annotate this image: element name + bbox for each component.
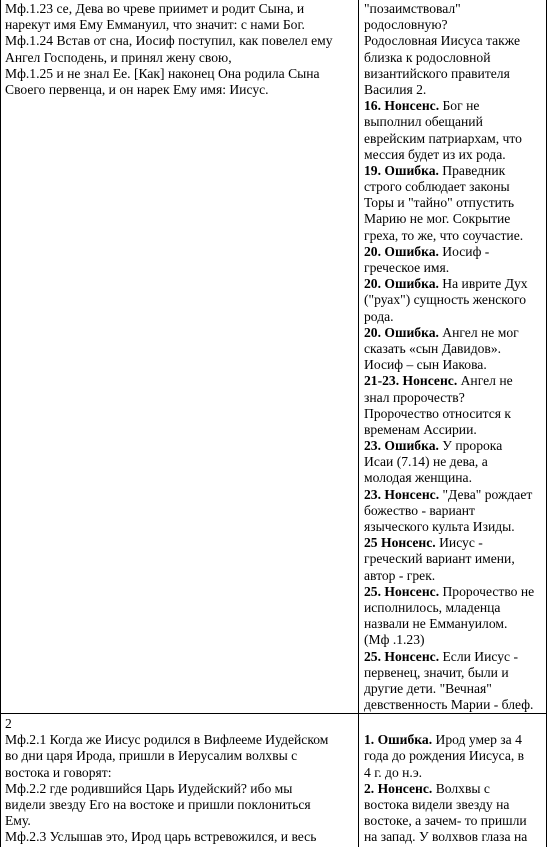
note-label: 23. Ошибка. bbox=[364, 438, 439, 454]
column-divider bbox=[358, 0, 359, 847]
text-line bbox=[364, 422, 534, 438]
note-text: Исаи (7.14) не дева, а bbox=[364, 454, 488, 470]
text-line: нарекут имя Ему Еммануил, что значит: с нами Бог. bbox=[5, 17, 305, 33]
note-label: 20. Ошибка. bbox=[364, 276, 439, 292]
note-text: Пророчество относится к bbox=[364, 405, 512, 421]
note-text: выполнил обещаний bbox=[364, 114, 483, 130]
row1-left-cell bbox=[5, 1, 333, 98]
note-text: назвали не Еммануилом. bbox=[364, 616, 508, 632]
text-line bbox=[364, 487, 534, 503]
text-line bbox=[364, 519, 534, 535]
note-text: греха, то же, что соучастие. bbox=[364, 227, 524, 243]
text-line bbox=[364, 373, 534, 389]
note-text: Ангел не мог bbox=[438, 324, 519, 340]
text-line: Мф.2.1 Когда же Иисус родился в Вифлееме Иудейском bbox=[5, 732, 329, 748]
note-label: 21-23. Нонсенс. bbox=[364, 373, 458, 389]
text-line: Своего первенца, и он нарек Ему имя: Иисус. bbox=[5, 81, 269, 97]
note-text: года до рождения Иисуса, в bbox=[364, 748, 525, 764]
text-line bbox=[364, 325, 534, 341]
text-line: Ему. bbox=[5, 813, 31, 829]
note-text: еврейским патриархам, что bbox=[364, 130, 522, 146]
text-line: Ангел Господень, и принял жену свою, bbox=[5, 49, 232, 65]
row1-right-cell bbox=[364, 1, 534, 713]
text-line bbox=[364, 748, 527, 764]
text-line bbox=[364, 341, 534, 357]
text-line bbox=[364, 454, 534, 470]
note-label: 19. Ошибка. bbox=[364, 162, 439, 178]
text-line bbox=[364, 797, 527, 813]
note-text: исполнилось, младенца bbox=[364, 599, 501, 615]
note-text: 4 г. до н.э. bbox=[364, 764, 423, 780]
note-text: византийского правителя bbox=[364, 65, 510, 81]
table-border-left bbox=[0, 0, 1, 847]
text-line bbox=[364, 470, 534, 486]
text-line: 2 bbox=[5, 716, 12, 731]
note-text: рода. bbox=[364, 308, 394, 324]
text-line bbox=[364, 228, 534, 244]
text-line bbox=[364, 98, 534, 114]
text-line bbox=[364, 147, 534, 163]
note-text: языческого культа Изиды. bbox=[364, 519, 515, 534]
note-text: божество - вариант bbox=[364, 502, 475, 518]
text-line bbox=[364, 163, 534, 179]
note-text: на запад. У волхвов глаза на bbox=[364, 829, 528, 845]
note-text: автор - грек. bbox=[364, 567, 436, 583]
note-label: 1. Ошибка. bbox=[364, 732, 433, 748]
text-line bbox=[364, 82, 534, 98]
text-line bbox=[364, 649, 534, 665]
note-text: строго соблюдает законы bbox=[364, 179, 510, 195]
note-text: Родословная Иисуса также bbox=[364, 33, 521, 49]
text-line: Мф.1.24 Встав от сна, Иосиф поступил, как повелел ему bbox=[5, 33, 333, 49]
text-line bbox=[364, 17, 534, 33]
text-line bbox=[364, 568, 534, 584]
text-line bbox=[364, 665, 534, 681]
note-text: Иисус - bbox=[435, 535, 483, 551]
text-line bbox=[364, 276, 534, 292]
row2-left-cell bbox=[5, 716, 328, 846]
text-line bbox=[364, 244, 534, 260]
note-label: 25. Нонсенс. bbox=[364, 583, 440, 599]
text-line bbox=[364, 260, 534, 276]
text-line bbox=[364, 390, 534, 406]
note-text: Торы и "тайно" отпустить bbox=[364, 195, 515, 211]
note-text: другие дети. "Вечная" bbox=[364, 680, 492, 696]
note-text: Василия 2. bbox=[364, 81, 427, 97]
text-line: видели звезду Его на востоке и пришли поклониться bbox=[5, 796, 311, 812]
text-line bbox=[364, 616, 534, 632]
text-line: Мф.1.25 и не знал Ее. [Как] наконец Она родила Сына bbox=[5, 65, 320, 81]
note-text: греческий вариант имени, bbox=[364, 551, 515, 567]
text-line bbox=[364, 309, 534, 325]
text-line: востока и говорят: bbox=[5, 764, 112, 780]
text-line bbox=[364, 765, 527, 781]
text-line bbox=[364, 438, 534, 454]
text-line bbox=[364, 406, 534, 422]
note-text: У пророка bbox=[438, 438, 503, 454]
note-label: 20. Ошибка. bbox=[364, 243, 439, 259]
note-text: Пророчество не bbox=[439, 583, 535, 599]
text-line: Мф.2.2 где родившийся Царь Иудейский? ибо мы bbox=[5, 780, 293, 796]
note-text: Марию не мог. Сокрытие bbox=[364, 211, 511, 227]
text-line bbox=[364, 503, 534, 519]
text-line bbox=[364, 697, 534, 713]
text-line bbox=[364, 179, 534, 195]
text-line bbox=[364, 195, 534, 211]
note-text: Ирод умер за 4 bbox=[432, 732, 522, 748]
note-text: молодая женщина. bbox=[364, 470, 472, 486]
note-text: временам Ассирии. bbox=[364, 421, 477, 437]
note-text: ("руах") сущность женского bbox=[364, 292, 527, 308]
text-line bbox=[364, 50, 534, 66]
note-text: востока видели звезду на bbox=[364, 796, 510, 812]
note-label: 25. Нонсенс. bbox=[364, 648, 440, 664]
note-text: первенец, значит, были и bbox=[364, 664, 509, 680]
note-text: Бог не bbox=[439, 98, 480, 114]
text-line bbox=[364, 732, 527, 748]
text-line: Мф.1.23 се, Дева во чреве приимет и родит Сына, и bbox=[5, 1, 305, 16]
note-label: 20. Ошибка. bbox=[364, 324, 439, 340]
text-line bbox=[364, 33, 534, 49]
text-line bbox=[364, 1, 534, 17]
note-text: близка к родословной bbox=[364, 49, 491, 65]
text-line bbox=[364, 681, 534, 697]
text-line bbox=[364, 535, 534, 551]
note-text: Иосиф - bbox=[438, 243, 490, 259]
text-line bbox=[364, 66, 534, 82]
text-line: во дни царя Ирода, пришли в Иерусалим волхвы с bbox=[5, 748, 298, 764]
text-line bbox=[364, 829, 527, 845]
text-line bbox=[364, 584, 534, 600]
note-label: 2. Нонсенс. bbox=[364, 780, 433, 796]
note-text: родословную? bbox=[364, 17, 448, 33]
note-text: сказать «сын Давидов». bbox=[364, 340, 502, 356]
text-line bbox=[364, 781, 527, 797]
note-label: 16. Нонсенс. bbox=[364, 98, 440, 114]
text-line bbox=[364, 292, 534, 308]
note-text: "позаимствовал" bbox=[364, 1, 461, 16]
text-line bbox=[364, 551, 534, 567]
text-line bbox=[364, 211, 534, 227]
note-label: 23. Нонсенс. bbox=[364, 486, 440, 502]
note-text: Волхвы с bbox=[432, 780, 490, 796]
text-line bbox=[364, 600, 534, 616]
note-text: Праведник bbox=[438, 162, 506, 178]
note-text: греческое имя. bbox=[364, 260, 450, 275]
table-border-right bbox=[546, 0, 547, 847]
text-line bbox=[364, 131, 534, 147]
text-line bbox=[364, 114, 534, 130]
note-label: 25 Нонсенс. bbox=[364, 535, 436, 551]
note-text: Ангел не bbox=[457, 373, 513, 389]
note-text: мессия будет из их рода. bbox=[364, 146, 506, 162]
note-text: девственность Марии - блеф. bbox=[364, 697, 534, 713]
note-text: востоке, а зачем- то пришли bbox=[364, 813, 527, 829]
text-line bbox=[364, 632, 534, 648]
row2-right-cell bbox=[364, 716, 527, 846]
note-text: Иосиф – сын Иакова. bbox=[364, 357, 487, 373]
note-text: На иврите Дух bbox=[438, 276, 528, 292]
note-text: знал пророчеств? bbox=[364, 389, 465, 405]
note-text: (Мф .1.23) bbox=[364, 632, 425, 648]
text-line: Мф.2.3 Услышав это, Ирод царь встревожился, и весь bbox=[5, 829, 317, 845]
text-line bbox=[364, 716, 527, 732]
text-line bbox=[364, 813, 527, 829]
text-line bbox=[364, 357, 534, 373]
note-text: Если Иисус - bbox=[439, 648, 518, 664]
note-text: "Дева" рождает bbox=[439, 486, 533, 502]
